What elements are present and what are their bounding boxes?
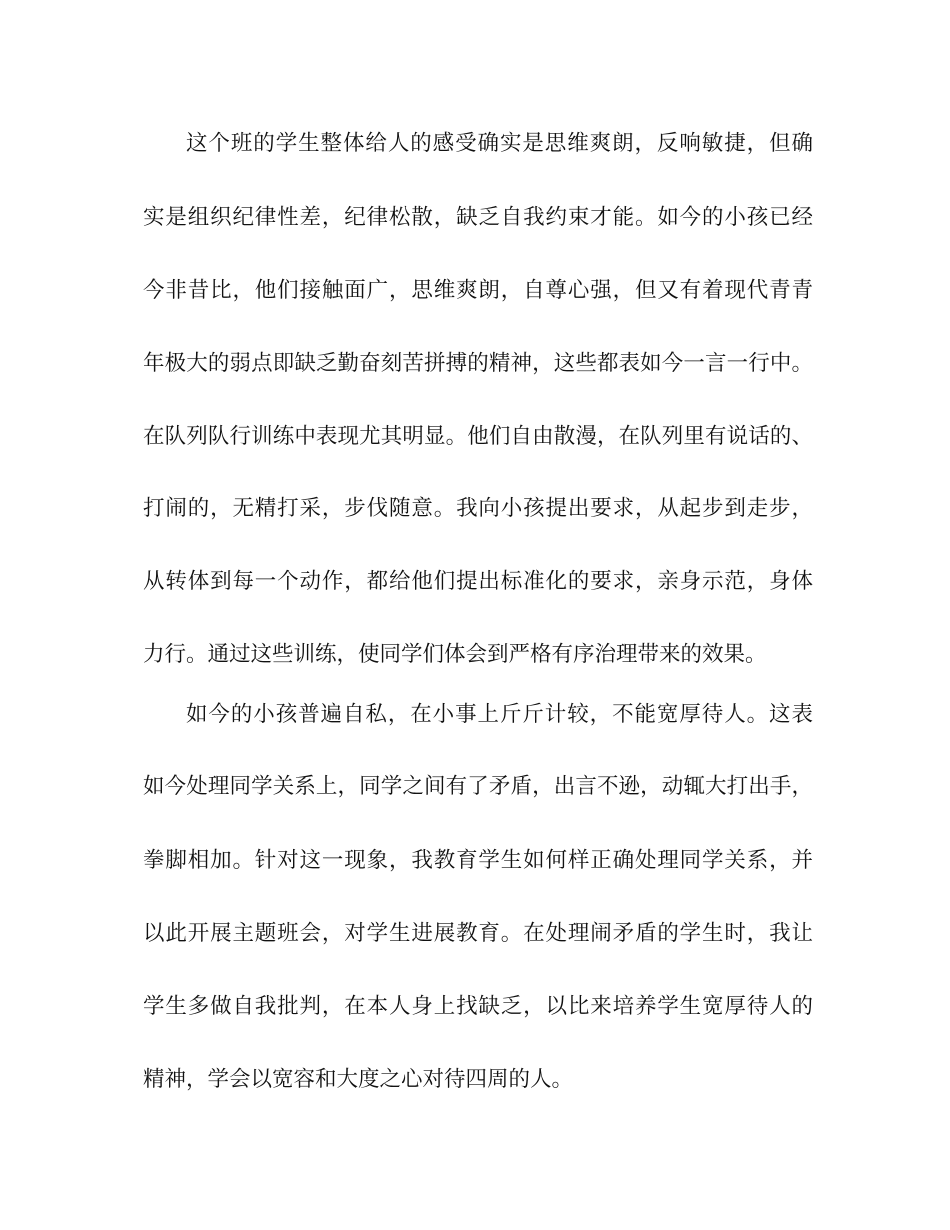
text-line: 学生多做自我批判，在本人身上找缺乏，以比来培养学生宽厚待人的	[143, 994, 813, 1019]
text-line: 精神，学会以宽容和大度之心对待四周的人。	[143, 1067, 574, 1092]
text-line: 在队列队行训练中表现尤其明显。他们自由散漫，在队列里有说话的、	[143, 424, 813, 449]
text-line: 力行。通过这些训练，使同学们体会到严格有序治理带来的效果。	[143, 642, 767, 667]
text-line: 实是组织纪律性差，纪律松散，缺乏自我约束才能。如今的小孩已经	[143, 205, 813, 230]
text-line: 年极大的弱点即缺乏勤奋刻苦拼搏的精神，这些都表如今一言一行中。	[143, 351, 813, 376]
text-line: 这个班的学生整体给人的感受确实是思维爽朗，反响敏捷，但确	[186, 131, 813, 156]
text-line: 如今的小孩普遍自私，在小事上斤斤计较，不能宽厚待人。这表	[186, 702, 813, 727]
text-line: 打闹的，无精打采，步伐随意。我向小孩提出要求，从起步到走步，	[143, 496, 813, 521]
text-line: 如今处理同学关系上，同学之间有了矛盾，出言不逊，动辄大打出手，	[143, 774, 813, 799]
text-line: 以此开展主题班会，对学生进展教育。在处理闹矛盾的学生时，我让	[143, 921, 813, 946]
text-line: 拳脚相加。针对这一现象，我教育学生如何样正确处理同学关系，并	[143, 848, 813, 873]
text-line: 今非昔比，他们接触面广，思维爽朗，自尊心强，但又有着现代青青	[143, 278, 813, 303]
text-line: 从转体到每一个动作，都给他们提出标准化的要求，亲身示范，身体	[143, 569, 813, 594]
